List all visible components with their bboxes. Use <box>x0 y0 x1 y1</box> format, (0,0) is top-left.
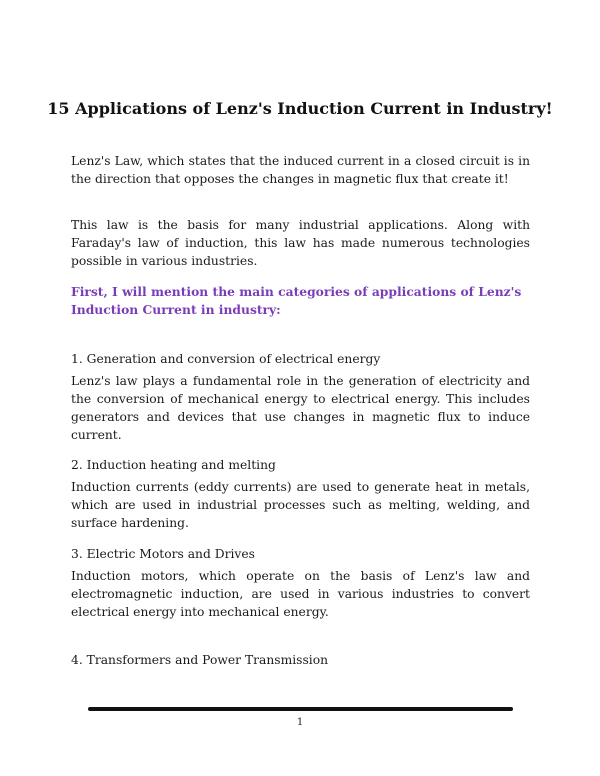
categories-heading: First, I will mention the main categories of applications of Lenz's Induction Current in industry: <box>71 284 522 317</box>
section-3-heading: 3. Electric Motors and Drives <box>71 547 255 561</box>
intro-paragraph-1: Lenz's Law, which states that the induced current in a closed circuit is in the direction that opposes the changes in magnetic flux that create it! <box>71 154 530 186</box>
section-1-heading: 1. Generation and conversion of electrical energy <box>71 352 381 366</box>
section-2-body: Induction currents (eddy currents) are used to generate heat in metals, which are used in industrial processes such as melting, welding, and surface hardening. <box>71 480 530 530</box>
page-number: 1 <box>296 717 304 728</box>
section-4-heading: 4. Transformers and Power Transmission <box>71 653 329 667</box>
section-1-body: Lenz's law plays a fundamental role in the generation of electricity and the conversion of mechanical energy to electrical energy. This includes generators and devices that use changes in magnetic flux to induce current. <box>71 374 530 442</box>
footer-divider <box>88 707 513 711</box>
intro-paragraph-2: This law is the basis for many industrial applications. Along with Faraday's law of induction, this law has made numerous technologies possible in various industries. <box>71 218 530 268</box>
section-2-heading: 2. Induction heating and melting <box>71 458 276 472</box>
section-3-body: Induction motors, which operate on the basis of Lenz's law and electromagnetic induction, are used in various industries to convert electrical energy into mechanical energy. <box>71 569 530 619</box>
document-title: 15 Applications of Lenz's Induction Current in Industry! <box>47 99 553 118</box>
